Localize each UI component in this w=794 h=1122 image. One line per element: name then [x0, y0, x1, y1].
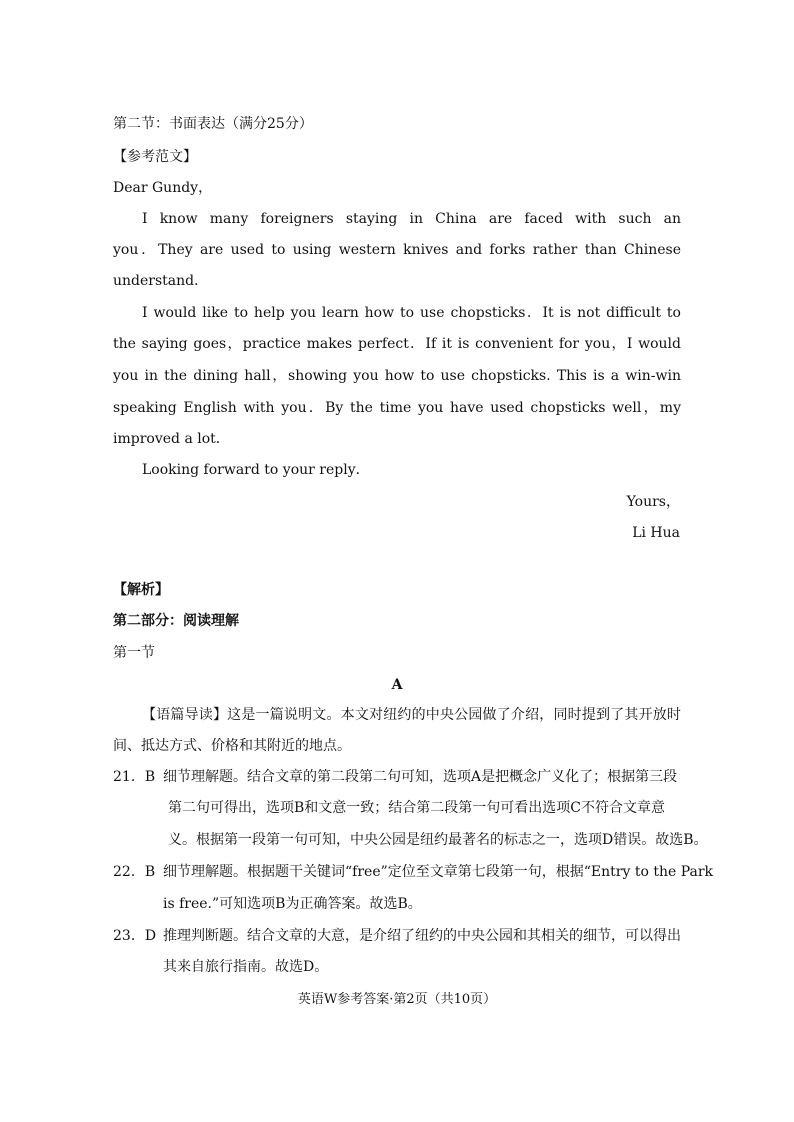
question-text-line: 第二句可得出，选项B和文意一致；结合第二段第一句可看出选项C不符合文章意 [168, 800, 665, 816]
passage-guide-line: 间、抵达方式、价格和其附近的地点。 [113, 738, 351, 754]
letter-paragraph-1-line: understand． [113, 273, 209, 289]
question-text-line: 细节理解题。结合文章的第二段第二句可知，选项A是把概念广义化了；根据第三段 [163, 769, 678, 785]
passage-letter: A [391, 677, 403, 693]
letter-closing: Yours， [626, 494, 680, 510]
letter-paragraph-3: Looking forward to your reply． [142, 462, 370, 478]
letter-paragraph-2-line: speaking English with you．By the time you have used chopsticks well，my [113, 400, 681, 416]
part-two-heading: 第二部分：阅读理解 [113, 613, 239, 629]
question-text-line: 细节理解题。根据题干关键词“free”定位至文章第七段第一句，根据“Entry to the Park [163, 864, 714, 880]
sample-label: 【参考范文】 [113, 149, 197, 165]
letter-salutation: Dear Gundy， [113, 180, 213, 196]
question-text-line: 义。根据第一段第一句可知，中央公园是纽约最著名的标志之一，选项D错误。故选B。 [168, 832, 708, 848]
page-footer: 英语W参考答案·第2页（共10页） [297, 992, 497, 1007]
analysis-label: 【解析】 [113, 582, 169, 598]
question-number: 21．B [113, 769, 156, 785]
question-text-line: is free.”可知选项B为正确答案。故选B。 [163, 896, 422, 912]
letter-paragraph-1-line: I know many foreigners staying in China are faced with such an [142, 211, 681, 227]
question-text-line: 推理判断题。结合文章的大意，是介绍了纽约的中央公园和其相关的细节，可以得出 [163, 928, 681, 944]
letter-signature: Li Hua [632, 525, 680, 541]
letter-paragraph-2-line: you in the dining hall，showing you how to use chopsticks. This is a win-win [113, 368, 681, 384]
letter-paragraph-2-line: improved a lot． [113, 431, 230, 447]
question-number: 23．D [113, 928, 157, 944]
passage-guide-line: 【语篇导读】这是一篇说明文。本文对纽约的中央公园做了介绍，同时提到了其开放时 [142, 707, 681, 723]
letter-paragraph-1-line: you．They are used to using western knives and forks rather than Chinese [113, 242, 681, 258]
letter-paragraph-2-line: I would like to help you learn how to use chopsticks．It is not difficult to [142, 305, 681, 321]
letter-paragraph-2-line: the saying goes，practice makes perfect．If it is convenient for you，I would [113, 336, 681, 352]
question-number: 22．B [113, 864, 156, 880]
question-text-line: 其来自旅行指南。故选D。 [163, 959, 329, 975]
section-one-heading: 第一节 [113, 645, 155, 661]
section-title: 第二节：书面表达（满分25分） [113, 116, 313, 132]
